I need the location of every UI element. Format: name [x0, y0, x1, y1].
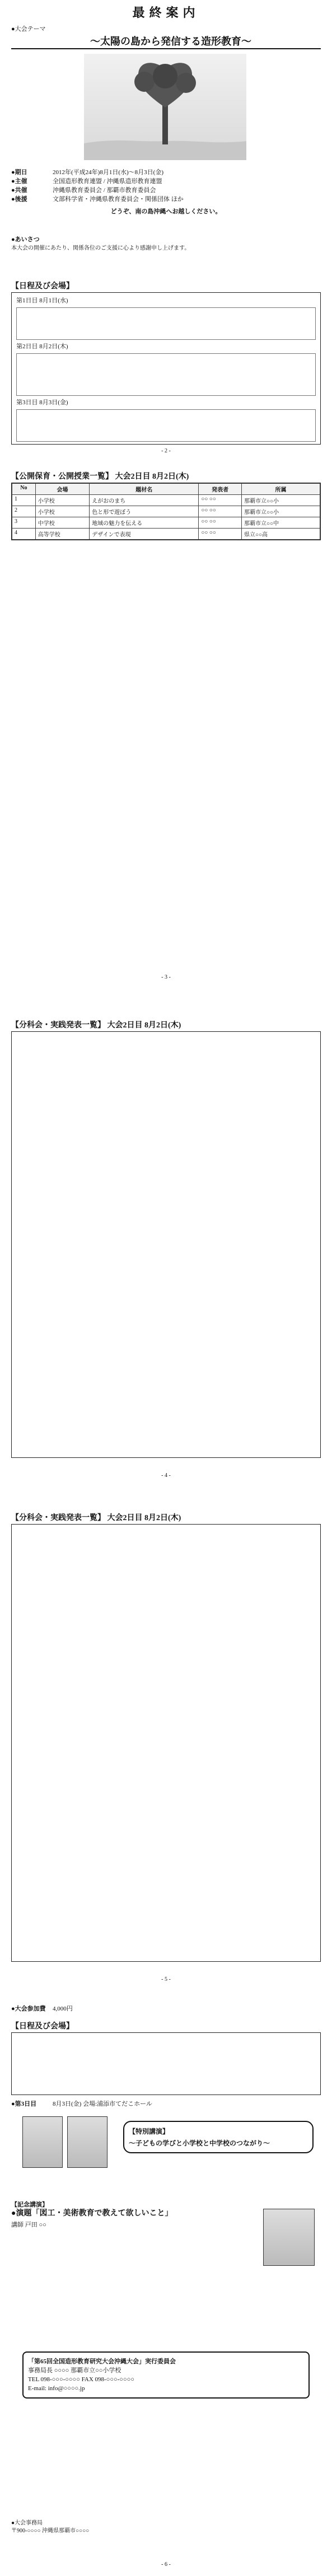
- support-label: ●後援: [11, 196, 27, 203]
- contact-title: 「第65回全国造形教育研究大会沖縄大会」実行委員会: [28, 2358, 176, 2365]
- footer: [11, 2519, 321, 2535]
- greeting: [11, 235, 321, 253]
- cohost-row: [11, 186, 321, 195]
- col-no: No: [12, 484, 36, 495]
- divider: [11, 48, 321, 49]
- lecturer-photo: [263, 2209, 315, 2266]
- footer-note1: ●大会事務局: [11, 2520, 43, 2526]
- fee-label: ●大会参加費: [11, 2005, 46, 2012]
- public-classes-table: [11, 483, 321, 540]
- invitation-message: どうぞ、南の島沖縄へお越しください。: [110, 208, 222, 215]
- theme-label: [11, 25, 321, 34]
- contact-box: [22, 2351, 310, 2399]
- breakout2-title: 【分科会・実践発表一覧】 大会2日目 8月2日(木): [11, 1514, 181, 1522]
- fee-value: 4,000円: [53, 2005, 73, 2012]
- table-row: 4 高等学校 デザインで表現 ○○ ○○ 県立○○高: [12, 529, 320, 540]
- schedule-box: [11, 292, 321, 445]
- commemoration-title: ●演題「図工・美術教育で教えて欲しいこと」: [11, 2209, 173, 2218]
- page-number: - 3 -: [161, 974, 171, 980]
- day3-value: 8月3日(金) 会場:浦添市てだこホール: [53, 2101, 152, 2107]
- schedule-heading-2: 【日程及び会場】: [11, 2022, 74, 2031]
- support-row: [11, 195, 321, 204]
- breakout1-title: 【分科会・実践発表一覧】 大会2日目 8月2日(木): [11, 1021, 181, 1030]
- col-topic: 題材名: [90, 484, 199, 495]
- page-number: - 2 -: [161, 448, 171, 454]
- host-value: 全国造形教育連盟 / 沖縄県造形教育連盟: [53, 178, 162, 185]
- support-value: 文部科学省・沖縄県教育委員会・関係団体 ほか: [53, 196, 184, 203]
- fee-row: [11, 2004, 321, 2013]
- col-venue: 会場: [35, 484, 89, 495]
- table-row: 3 中学校 地域の魅力を伝える ○○ ○○ 那覇市立○○中: [12, 517, 320, 529]
- theme: 〜太陽の島から発信する造形教育〜: [90, 36, 251, 47]
- page-number: - 6 -: [161, 2561, 171, 2568]
- schedule-day3: 第3日目 8月3日(金): [16, 399, 68, 406]
- dates-value: 2012年(平成24年)8月1日(水)〜8月3日(金): [53, 169, 163, 176]
- special-lecture-box: [123, 2121, 314, 2153]
- schedule-heading: 【日程及び会場】: [11, 282, 74, 291]
- breakout2-area: [11, 1524, 321, 1962]
- speaker-photo: [67, 2116, 107, 2168]
- host-label: ●主催: [11, 178, 27, 185]
- page-number: - 5 -: [161, 1976, 171, 1983]
- day3-row: [11, 2100, 321, 2109]
- cohost-label: ●共催: [11, 187, 27, 194]
- footer-note2: 〒900-○○○○ 沖縄県那覇市○○○○: [11, 2528, 90, 2534]
- event-info: [11, 168, 321, 216]
- greeting-heading: ●あいさつ: [11, 236, 40, 243]
- cohost-value: 沖縄県教育委員会 / 那覇市教育委員会: [53, 187, 156, 194]
- contact-line1: 事務局長 ○○○○ 那覇市立○○小学校: [28, 2367, 121, 2374]
- schedule-box-2: [11, 2032, 321, 2095]
- dates-row: [11, 168, 321, 177]
- page-title: 最終案内: [132, 6, 200, 20]
- table-row: 2 小学校 色と形で遊ぼう ○○ ○○ 那覇市立○○小: [12, 506, 320, 517]
- special-lecture-title: 〜子どもの学びと小学校と中学校のつながり〜: [129, 2139, 270, 2147]
- greeting-body: 本大会の開催にあたり、関係各位のご支援に心より感謝申し上げます。: [11, 245, 190, 251]
- commemoration-label: 【記念講演】: [11, 2201, 48, 2208]
- host-row: [11, 177, 321, 186]
- day3-label: ●第3日目: [11, 2101, 37, 2107]
- page-number: - 4 -: [161, 1472, 171, 1479]
- col-affiliation: 所属: [241, 484, 320, 495]
- col-presenter: 発表者: [199, 484, 242, 495]
- speaker-photo: [22, 2116, 63, 2168]
- tree-illustration: [84, 54, 246, 160]
- schedule-day1: 第1日目 8月1日(水): [16, 297, 68, 304]
- contact-line3: E-mail: info@○○○○.jp: [28, 2385, 85, 2392]
- contact-line2: TEL 098-○○○-○○○○ FAX 098-○○○-○○○○: [28, 2376, 134, 2383]
- schedule-day2: 第2日目 8月2日(木): [16, 343, 68, 350]
- theme-label-text: ●大会テーマ: [11, 26, 46, 32]
- breakout1-area: [11, 1031, 321, 1458]
- dates-label: ●期日: [11, 169, 27, 176]
- public-classes-title: 【公開保育・公開授業一覧】 大会2日目 8月2日(木): [11, 473, 189, 481]
- commemoration-speaker: 講師 戸田 ○○: [11, 2222, 46, 2228]
- special-lecture-label: 【特別講演】: [129, 2128, 170, 2135]
- table-row: 1 小学校 えがおのまち ○○ ○○ 那覇市立○○小: [12, 495, 320, 506]
